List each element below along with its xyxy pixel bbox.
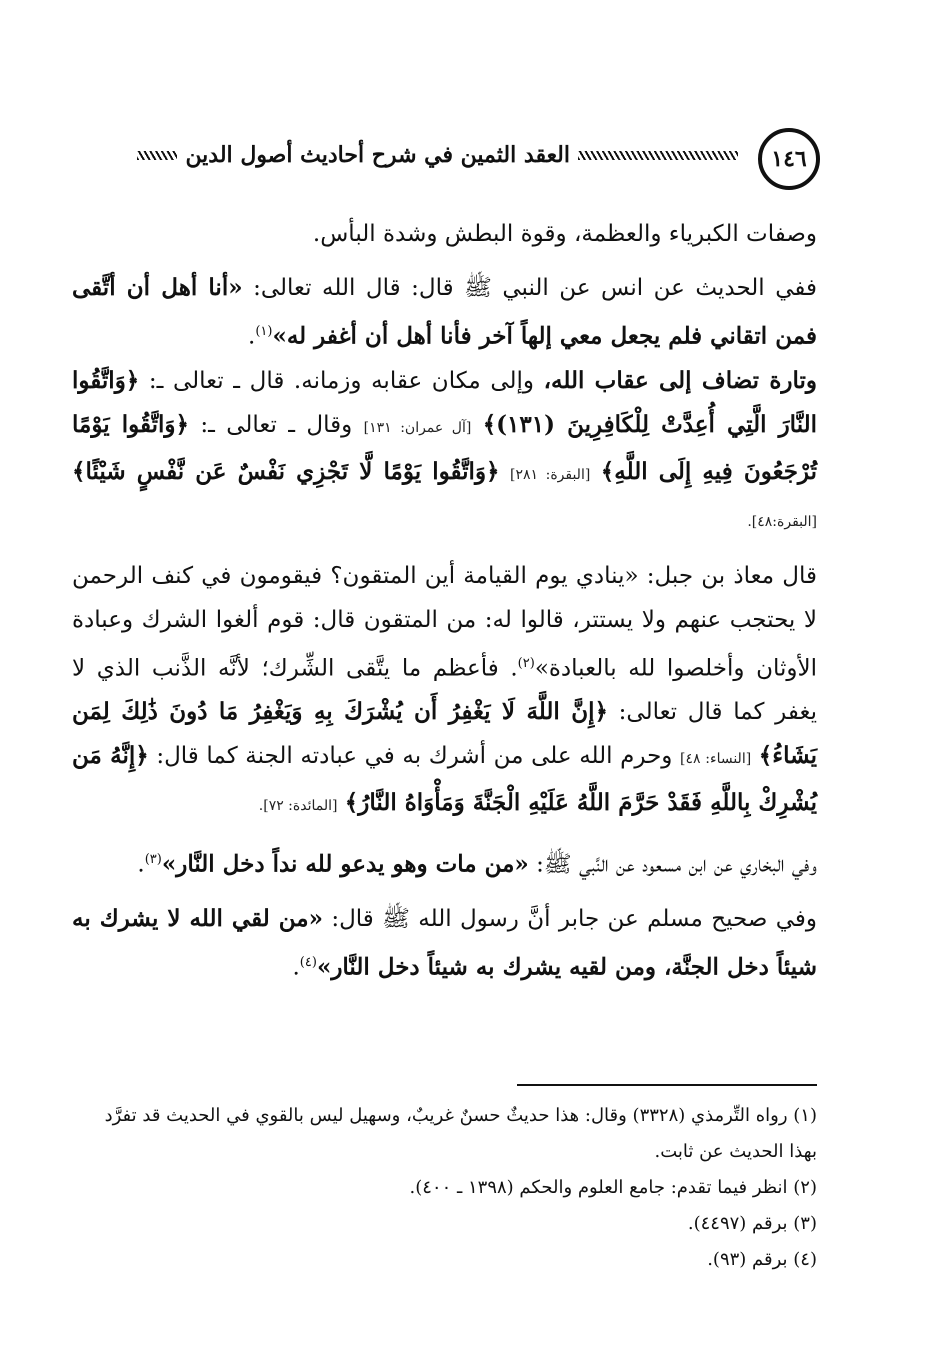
p2-footnote-marker: (١) <box>255 324 273 339</box>
p4-footnote-marker: (٢) <box>517 655 535 671</box>
paragraph-1 <box>72 212 817 256</box>
p2-intro: ففي الحديث عن انس عن النبي ﷺ قال: قال الله تعالى: <box>253 275 818 301</box>
title-ornament-left <box>137 151 177 160</box>
p3-lead: وتارة تضاف إلى عقاب الله، <box>543 366 818 394</box>
p4-quote: قال معاذ بن جبل: «ينادي يوم القيامة أين المتقون؟ فيقومون في كنف الرحمن لا يحتجب عنهم ولا يستتر، قالوا له: من المتقون قال: قوم ألغوا الشرك وعبادة الأوثان وأخلصوا لله بالعبادة» <box>72 562 818 682</box>
p1-text: وصفات الكبرياء والعظمة، وقوة البطش وشدة البأس. <box>312 221 817 247</box>
p3-ref-3: [البقرة:٤٨]. <box>747 513 817 530</box>
paragraph-5 <box>72 838 817 887</box>
p3-quran-2: ﴿وَاتَّقُوا يَوْمًا تُرْجَعُونَ فِيهِ إِلَى اللَّهِ﴾ <box>72 410 818 485</box>
page-number: ١٤٦ <box>758 128 820 190</box>
body-text <box>72 212 817 990</box>
p5-hadith: «من مات وهو يدعو لله نداً دخل النَّار» <box>161 850 529 878</box>
p2-end: . <box>248 323 256 350</box>
paragraph-6 <box>72 897 817 990</box>
footnote-3: (٣) برقم (٤٤٩٧). <box>687 1213 817 1234</box>
p3-quran-3: ﴿وَاتَّقُوا يَوْمًا لَّا تَجْزِي نَفْسٌ عَن نَّفْسٍ شَيْئًا﴾ <box>72 457 500 485</box>
p3-ref-2: [البقرة: ٢٨١] <box>509 466 591 483</box>
p3-ref-1: [آل عمران: ١٣١] <box>363 419 472 436</box>
paragraph-2 <box>72 266 817 359</box>
p5-end: . <box>137 851 145 878</box>
p3-text: وإلى مكان عقابه وزمانه. قال ـ تعالى ـ: <box>148 367 534 394</box>
p6-end: . <box>292 954 300 981</box>
footnote-2: (٢) انظر فيما تقدم: جامع العلوم والحكم (١٣٩٨ ـ ٤٠٠). <box>409 1177 817 1198</box>
running-title: العقد الثمين في شرح أحاديث أصول الدين <box>185 142 570 168</box>
footnote-1: (١) رواه التِّرمذي (٣٣٢٨) وقال: هذا حديثٌ حسنٌ غريبٌ، وسهيل ليس بالقوي في الحديث قد تفرَّد بهذا الحديث عن ثابت. <box>104 1105 817 1162</box>
p6-footnote-marker: (٤) <box>299 954 317 970</box>
p4-quran-2: ﴿إِنَّهُ مَن يُشْرِكْ بِاللَّهِ فَقَدْ حَرَّمَ اللَّهُ عَلَيْهِ الْجَنَّةَ وَمَأْوَاهُ النَّارُ﴾ <box>72 742 817 817</box>
footnotes <box>72 1098 817 1278</box>
footnote-4: (٤) برقم (٩٣). <box>707 1249 817 1270</box>
p4-text-2: وحرم الله على من أشرك به في عبادته الجنة كما قال: <box>156 743 673 770</box>
p3-quran-1: ﴿وَاتَّقُوا النَّارَ الَّتِي أُعِدَّتْ لِلْكَافِرِينَ (١٣١)﴾ <box>72 366 818 438</box>
p5-footnote-marker: (٣) <box>144 852 162 868</box>
p4-quran-1: ﴿إِنَّ اللَّهَ لَا يَغْفِرُ أَن يُشْرَكَ بِهِ وَيَغْفِرُ مَا دُونَ ذَٰلِكَ لِمَن يَشَاءُ﴾ <box>72 698 817 770</box>
running-title-row <box>137 142 738 168</box>
paragraph-3 <box>72 359 817 544</box>
p4-ref-2: [المائدة: ٧٢]. <box>258 798 338 815</box>
footnote-separator <box>517 1084 817 1086</box>
p2-hadith: «أنا أهل أن أتَّقى فمن اتقاني فلم يجعل معي إلهاً آخر فأنا أهل أن أغفر له» <box>72 274 817 350</box>
p6-intro: وفي صحيح مسلم عن جابر أنَّ رسول الله ﷺ قال: <box>331 905 818 932</box>
p5-intro: وفي البخاري عن ابن مسعود عن النَّبي ﷺ: <box>536 851 817 878</box>
p6-hadith: «من لقي الله لا يشرك به شيئاً دخل الجنَّة، ومن لقيه يشرك به شيئاً دخل النَّار» <box>72 904 817 981</box>
p4-text: . فأعظم ما يتَّقى الشِّرك؛ لأنَّه الذَّنب الذي لا يغفر كما قال تعالى: <box>72 655 817 726</box>
p3-text-2: وقال ـ تعالى ـ: <box>200 411 353 438</box>
p4-ref-1: [النساء: ٤٨] <box>680 751 752 768</box>
paragraph-4 <box>72 554 817 829</box>
page-header <box>60 128 820 192</box>
title-ornament-right <box>578 151 738 160</box>
